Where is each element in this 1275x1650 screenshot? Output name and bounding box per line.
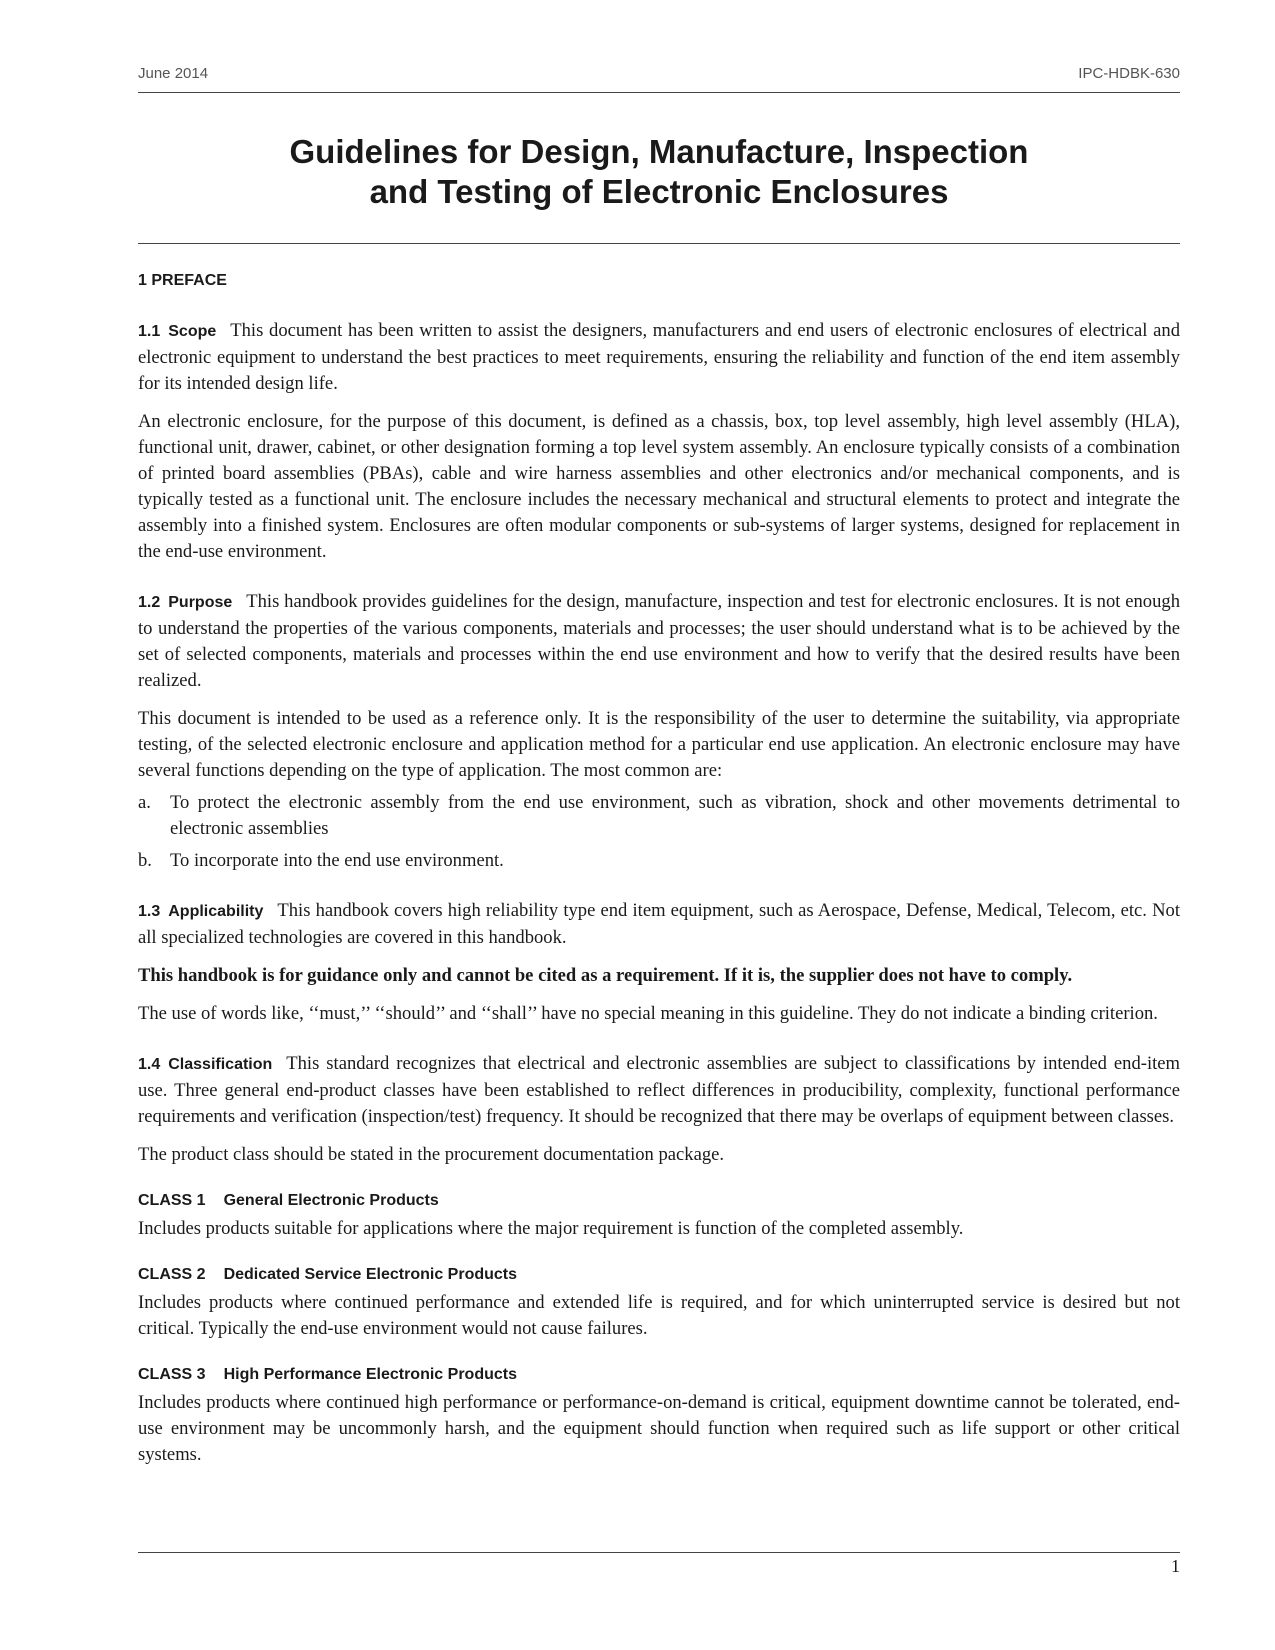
- class-1-text: Includes products suitable for applications where the major requirement is function of the completed assembly.: [138, 1218, 964, 1239]
- class-3-heading: [138, 1362, 1180, 1388]
- title-divider: [138, 243, 1180, 244]
- list-item-text: To incorporate into the end use environment.: [170, 850, 504, 871]
- header-doc-id: IPC-HDBK-630: [1078, 65, 1180, 82]
- applicability-number: 1.3: [138, 903, 161, 920]
- classification-number: 1.4: [138, 1056, 161, 1073]
- purpose-text: This handbook provides guidelines for the design, manufacture, inspection and test for electronic enclosures. It is not enough to understand the properties of the various components, materials and processes; the user should understand what is to be achieved by the set of selected components, materials and processes within the end use environment and how to verify that the desired results have been realized.: [138, 591, 1180, 691]
- purpose-paragraph: [138, 589, 1180, 694]
- page-number: 1: [1171, 1556, 1180, 1576]
- class-1-heading: [138, 1188, 1180, 1214]
- list-marker: a.: [138, 792, 151, 813]
- footer-divider: [138, 1552, 1180, 1553]
- classification-heading: [138, 1056, 272, 1073]
- class-3-text: Includes products where continued high performance or performance-on-demand is critical, equipment downtime cannot be tolerated, end-use environment may be uncommonly harsh, and the equipment should function when required such as life support or other critical systems.: [138, 1392, 1180, 1465]
- class-3-number: CLASS 3: [138, 1366, 206, 1383]
- applicability-paragraph: [138, 898, 1180, 951]
- applicability-label: Applicability: [168, 903, 264, 920]
- class-1-number: CLASS 1: [138, 1192, 206, 1209]
- list-item-text: To protect the electronic assembly from the end use environment, such as vibration, shock and other movements detrimental to electronic assemblies: [170, 792, 1180, 839]
- class-2-number: CLASS 2: [138, 1266, 206, 1283]
- class-2-heading: [138, 1262, 1180, 1288]
- section-heading-preface: 1 PREFACE: [138, 272, 227, 289]
- list-item: [138, 790, 1180, 842]
- scope-paragraph-2: An electronic enclosure, for the purpose of this document, is defined as a chassis, box, top level assembly, high level assembly (HLA), functional unit, drawer, cabinet, or other designation forming a top level system assembly. An enclosure typically consists of a combination of printed board assemblies (PBAs), cable and wire harness assemblies and other electronics and/or mechanical components, and is typically tested as a functional unit. The enclosure includes the necessary mechanical and structural elements to protect and integrate the assembly into a finished system. Enclosures are often modular components or sub-systems of larger systems, designed for replacement in the end-use environment.: [138, 411, 1180, 562]
- purpose-paragraph-2: This document is intended to be used as a reference only. It is the responsibility of the user to determine the suitability, via appropriate testing, of the selected electronic enclosure and application method for a particular end use application. An electronic enclosure may have several functions depending on the type of application. The most common are:: [138, 708, 1180, 781]
- title-line-1: Guidelines for Design, Manufacture, Inspection: [289, 133, 1029, 170]
- applicability-text: This handbook covers high reliability type end item equipment, such as Aerospace, Defense, Medical, Telecom, etc. Not all specialized technologies are covered in this handbook.: [138, 900, 1180, 948]
- applicability-heading: [138, 903, 263, 920]
- class-2-title: Dedicated Service Electronic Products: [223, 1266, 518, 1283]
- page-header: [138, 62, 1180, 93]
- scope-label: Scope: [168, 323, 217, 340]
- applicability-paragraph-3: The use of words like, ‘‘must,’’ ‘‘should’’ and ‘‘shall’’ have no special meaning in this guideline. They do not indicate a binding criterion.: [138, 1003, 1158, 1024]
- document-title: [138, 132, 1180, 212]
- classification-paragraph: [138, 1051, 1180, 1130]
- class-2-text: Includes products where continued performance and extended life is required, and for which uninterrupted service is desired but not critical. Typically the end-use environment would not cause failures.: [138, 1292, 1180, 1339]
- header-date: June 2014: [138, 65, 209, 82]
- class-1-title: General Electronic Products: [223, 1192, 439, 1209]
- classification-label: Classification: [168, 1056, 273, 1073]
- scope-number: 1.1: [138, 323, 161, 340]
- document-body: [138, 268, 1180, 1480]
- purpose-heading: [138, 594, 232, 611]
- scope-paragraph: [138, 318, 1180, 397]
- classification-paragraph-2: The product class should be stated in the procurement documentation package.: [138, 1144, 725, 1165]
- list-marker: b.: [138, 850, 152, 871]
- purpose-label: Purpose: [168, 594, 233, 611]
- purpose-number: 1.2: [138, 594, 161, 611]
- scope-text: This document has been written to assist the designers, manufacturers and end users of electronic enclosures of electrical and electronic equipment to understand the best practices to meet requirements, ensuring the reliability and function of the end item assembly for its intended design life.: [138, 320, 1180, 394]
- title-line-2: and Testing of Electronic Enclosures: [369, 173, 949, 210]
- functions-list: [138, 790, 1180, 874]
- guidance-note: This handbook is for guidance only and cannot be cited as a requirement. If it is, the supplier does not have to comply.: [138, 965, 1073, 986]
- list-item: [138, 848, 1180, 874]
- classification-text: This standard recognizes that electrical and electronic assemblies are subject to classifications by intended end-item use. Three general end-product classes have been established to reflect differences in producibility, complexity, functional performance requirements and verification (inspection/test) frequency. It should be recognized that there may be overlaps of equipment between classes.: [138, 1053, 1180, 1127]
- class-3-title: High Performance Electronic Products: [223, 1366, 517, 1383]
- scope-heading: [138, 323, 216, 340]
